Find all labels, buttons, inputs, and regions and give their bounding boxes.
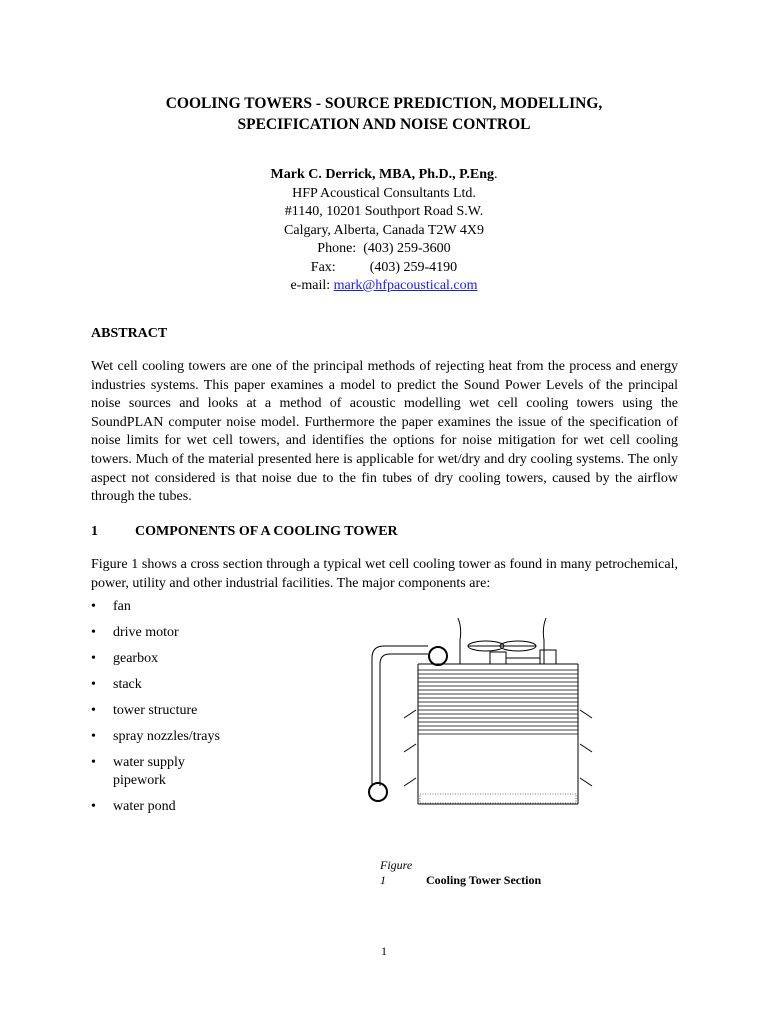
- paper-title: [90, 93, 678, 135]
- author-address-2: Calgary, Alberta, Canada T2W 4X9: [284, 222, 484, 238]
- author-email: [90, 277, 678, 296]
- pipe-top-circle: [429, 647, 447, 665]
- figure-label: Figure 1: [380, 858, 413, 887]
- bullet-icon: •: [91, 703, 96, 718]
- list-item: • drive motor: [91, 625, 179, 640]
- abstract-heading: ABSTRACT: [91, 326, 168, 341]
- bullet-icon: •: [91, 799, 96, 814]
- components-list: [91, 598, 321, 824]
- section-1-title: COMPONENTS OF A COOLING TOWER: [135, 524, 398, 539]
- author-fax: [90, 259, 678, 278]
- email-link[interactable]: mark@hfpacoustical.com: [333, 278, 478, 293]
- list-item: • water supply pipework: [91, 755, 185, 788]
- abstract-text: Wet cell cooling towers are one of the principal methods of rejecting heat from the process and energy industries systems. This paper examines a model to predict the Sound Power Levels of the principal noise sources and looks at a method of acoustic modelling wet cell cooling towers using the SoundPLAN computer noise model. Furthermore the paper examines the issue of the specification of noise limits for wet cell towers, and identifies the options for noise mitigation for wet cell cooling towers. Much of the material presented here is applicable for wet/dry and dry cooling systems. The only aspect not considered is that noise due to the fin tubes of dry cooling towers, caused by the airflow through the tubes.: [91, 359, 678, 505]
- louvres: [404, 710, 592, 786]
- fax-label: Fax:: [310, 259, 336, 275]
- water-pond: [420, 794, 576, 803]
- bullet-icon: •: [91, 755, 96, 770]
- fax-number: (403) 259-4190: [369, 259, 458, 275]
- fan-stack: [458, 618, 546, 664]
- gearbox: [490, 652, 506, 664]
- bullet-icon: •: [91, 677, 96, 692]
- list-item: • fan: [91, 599, 131, 614]
- phone-number: (403) 259-3600: [363, 241, 451, 256]
- email-label: e-mail:: [290, 278, 331, 293]
- paper-title-line-2: SPECIFICATION AND NOISE CONTROL: [237, 116, 531, 133]
- bullet-icon: •: [91, 651, 96, 666]
- cooling-tower-diagram: [350, 606, 610, 816]
- figure-caption: [380, 858, 541, 888]
- list-item: • water pond: [91, 799, 176, 814]
- pipe-inlet-circle: [369, 783, 387, 801]
- paper-title-line-1: COOLING TOWERS - SOURCE PREDICTION, MODELLING,: [165, 95, 603, 112]
- section-1-number: 1: [91, 524, 98, 539]
- author-company: HFP Acoustical Consultants Ltd.: [292, 185, 476, 201]
- phone-label: Phone:: [317, 241, 357, 256]
- author-phone: [90, 240, 678, 259]
- fill-layers: [418, 670, 578, 734]
- section-1-text: Figure 1 shows a cross section through a typical wet cell cooling tower as found in many petrochemical, power, utility and other industrial facilities. The major components are:: [91, 557, 678, 591]
- bullet-icon: •: [91, 729, 96, 744]
- section-1-heading: [91, 524, 398, 540]
- figure-caption-text: Cooling Tower Section: [426, 873, 542, 887]
- page-number: 1: [381, 944, 387, 958]
- list-item: • stack: [91, 677, 142, 692]
- author-name-period: .: [493, 167, 498, 182]
- bullet-icon: •: [91, 625, 96, 640]
- author-address-1: #1140, 10201 Southport Road S.W.: [284, 204, 484, 219]
- list-item: • tower structure: [91, 703, 198, 718]
- bullet-icon: •: [91, 599, 96, 614]
- author-block: [90, 166, 678, 296]
- drive-motor: [540, 650, 556, 664]
- author-name: Mark C. Derrick, MBA, Ph.D., P.Eng: [270, 167, 494, 182]
- list-item: • spray nozzles/trays: [91, 729, 220, 744]
- list-item: • gearbox: [91, 651, 159, 666]
